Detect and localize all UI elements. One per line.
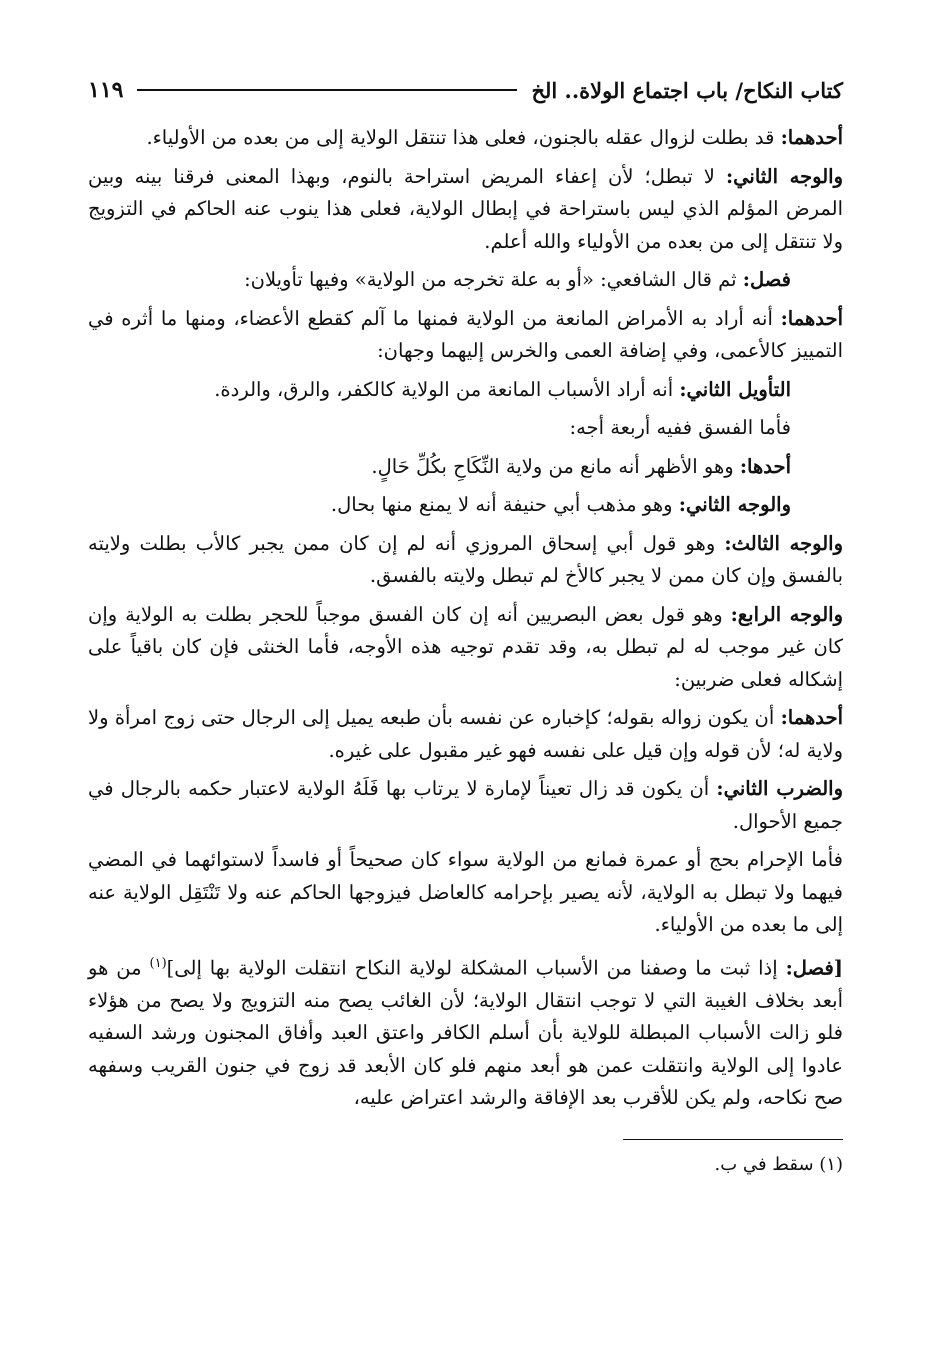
paragraph-lead: والوجه الثالث: xyxy=(724,531,844,555)
paragraph xyxy=(88,451,843,484)
header-rule xyxy=(137,89,517,91)
paragraph-text: وهو قول أبي إسحاق المروزي أنه لم إن كان ممن يجبر كالأب بطلت ولايته بالفسق وإن كان ممن لا يجبر كالأخ لم تبطل ولايته بالفسق. xyxy=(88,531,843,587)
paragraph-text: أن يكون زواله بقوله؛ كإخباره عن نفسه بأن طبعه يميل إلى الرجال حتى زوج امرأة ولا ولاية له؛ لأن قوله وإن قيل على نفسه فهو غير مقبول على غيره. xyxy=(88,706,843,762)
paragraph xyxy=(88,773,843,838)
footnote: (١) سقط في ب. xyxy=(714,1153,843,1175)
paragraph-text: إذا ثبت ما وصفنا من الأسباب المشكلة لولاية النكاح انتقلت الولاية بها إلى] xyxy=(166,956,786,979)
paragraph-text: وهو قول بعض البصريين أنه إن كان الفسق موجباً للحجر بطلت به الولاية وإن كان غير موجب له لم تبطل به، وقد تقدم توجيه هذه الأوجه، فأما الخنثى فإن كان باقياً على إشكاله فعلى ضربين: xyxy=(88,602,843,691)
paragraph-lead: فصل: xyxy=(742,268,791,291)
paragraph xyxy=(88,264,843,297)
paragraph xyxy=(88,528,843,593)
paragraph xyxy=(88,702,843,767)
footnote-marker: (١) xyxy=(149,955,167,971)
paragraph xyxy=(88,374,843,407)
paragraph-text-continued: من هو أبعد بخلاف الغيبة التي لا توجب انتقال الولاية؛ لأن الغائب يصح منه التزويج ولا يصح من هؤلاء فلو زالت الأسباب المبطلة للولاية بأن أسلم الكافر واعتق العبد وأفاق المجنون ورشد السفيه عادوا إلى الولاية وانتقلت عمن هو أبعد منهم فلو كان الأبعد قد زوج في جنون القريب وسفهه صح نكاحه، ولم يكن للأقرب بعد الإفاقة والرشد اعتراض عليه، xyxy=(88,956,843,1109)
paragraph-lead: التأويل الثاني: xyxy=(679,377,791,401)
paragraph xyxy=(88,948,843,1115)
paragraph-lead: [فصل: xyxy=(785,956,844,979)
paragraph-lead: والضرب الثاني: xyxy=(716,777,843,800)
paragraph-text: قد بطلت لزوال عقله بالجنون، فعلى هذا تنتقل الولاية إلى من بعده من الأولياء. xyxy=(146,126,781,149)
paragraph xyxy=(88,412,843,445)
paragraph xyxy=(88,122,843,155)
paragraph-text: فأما الفسق ففيه أربعة أجه: xyxy=(569,416,791,439)
running-title: كتاب النكاح/ باب اجتماع الولاة.. الخ xyxy=(531,77,843,103)
paragraph xyxy=(88,303,843,368)
paragraph-lead: والوجه الثاني: xyxy=(725,164,843,188)
paragraph-text: فأما الإحرام بحج أو عمرة فمانع من الولاية سواء كان صحيحاً أو فاسداً لاستوائهما في المضي فيهما ولا تبطل به الولاية، لأنه يصير بإحرامه كالعاضل فيزوجها الحاكم عنه ولا تَنْتَقِل الولاية عنه إلى ما بعده من الأولياء. xyxy=(88,848,843,936)
paragraph-lead: أحدهما: xyxy=(780,126,843,149)
paragraph-lead: أحدهما: xyxy=(780,706,843,729)
paragraph-text: ثم قال الشافعي: «أو به علة تخرجه من الولاية» وفيها تأويلان: xyxy=(244,268,743,291)
paragraph-text: وهو الأظهر أنه مانع من ولاية النِّكَاحِ بكُلِّ حَالٍ. xyxy=(371,454,740,478)
paragraph xyxy=(88,599,843,697)
paragraph-lead: والوجه الثاني: xyxy=(678,493,791,516)
running-header xyxy=(88,70,843,110)
main-text xyxy=(88,122,843,1115)
paragraph-lead: والوجه الرابع: xyxy=(730,602,843,626)
paragraph xyxy=(88,161,843,259)
page-number: ١١٩ xyxy=(88,77,124,103)
paragraph-lead: أحدهما: xyxy=(780,306,843,330)
paragraph-text: أنه أراد الأسباب المانعة من الولاية كالكفر، والرق، والردة. xyxy=(214,377,680,401)
paragraph-text: أنه أراد به الأمراض المانعة من الولاية فمنها ما آلم كقطع الأعضاء، ومنها ما أثره في التمييز كالأعمى، وفي إضافة العمى والخرس إليهما وجهان: xyxy=(88,306,843,362)
paragraph-text: لا تبطل؛ لأن إعفاء المريض استراحة بالنوم، وبهذا المعنى فرقنا بينه وبين المرض المؤلم الذي ليس باستراحة في إبطال الولاية، فعلى هذا ينوب عنه الحاكم في التزويج ولا تنتقل إلى من بعده من الأولياء والله أعلم. xyxy=(88,164,843,253)
paragraph-text: وهو مذهب أبي حنيفة أنه لا يمنع منها بحال. xyxy=(330,493,679,516)
paragraph xyxy=(88,844,843,942)
paragraph-lead: أحدها: xyxy=(739,454,791,478)
footnote-rule xyxy=(623,1139,843,1140)
paragraph xyxy=(88,489,843,522)
paragraph-text: أن يكون قد زال تعيناً لإمارة لا يرتاب بها فَلَهُ الولاية لاعتبار حكمه بالرجال في جميع الأحوال. xyxy=(88,777,843,833)
